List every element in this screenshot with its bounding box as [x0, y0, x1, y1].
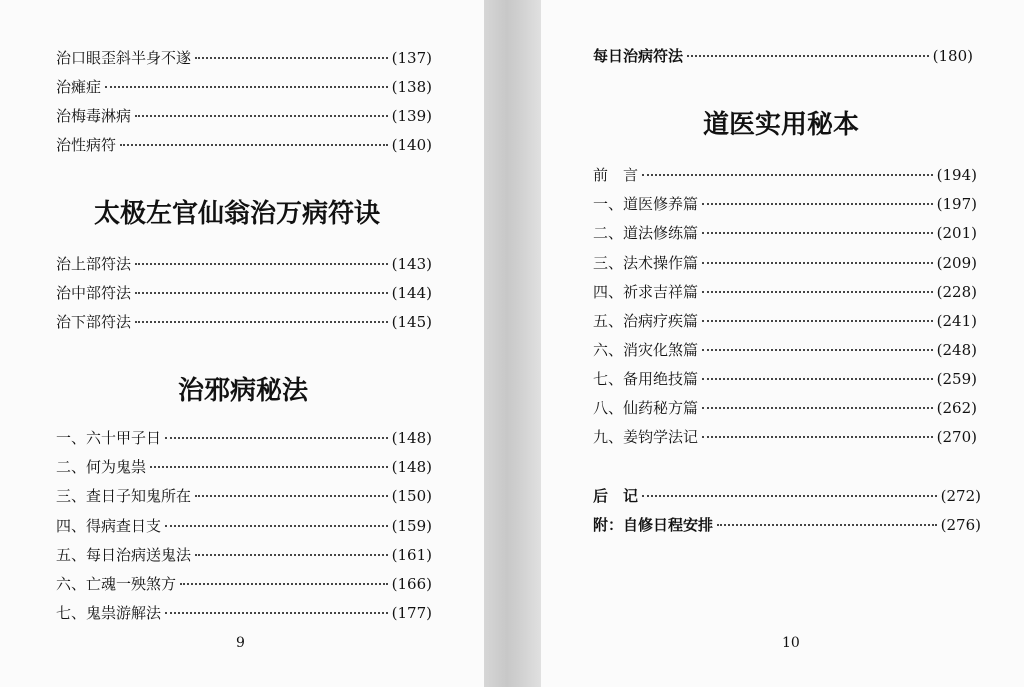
- toc-entry: 二、道法修练篇 (201): [593, 224, 977, 242]
- toc-entry: 治瘫症 (138): [56, 78, 432, 96]
- toc-entry: 九、姜钧学法记 (270): [593, 428, 977, 446]
- section-heading: 太极左官仙翁治万病符诀: [94, 199, 381, 229]
- toc-entry: 一、道医修养篇 (197): [593, 195, 977, 213]
- section-heading: 道医实用秘本: [703, 110, 860, 140]
- section-heading: 治邪病秘法: [178, 376, 309, 406]
- toc-entry: 附：自修日程安排 (276): [593, 516, 981, 534]
- toc-entry: 三、法术操作篇 (209): [593, 254, 977, 272]
- toc-entry: 治下部符法 (145): [56, 313, 432, 331]
- toc-entry: 五、治病疗疾篇 (241): [593, 312, 977, 330]
- toc-entry: 六、消灾化煞篇 (248): [593, 341, 977, 359]
- toc-entry: 三、查日子知鬼所在 (150): [56, 487, 432, 505]
- toc-entry: 五、每日治病送鬼法 (161): [56, 546, 432, 564]
- right-page: [541, 0, 1024, 687]
- toc-entry: 后 记 (272): [593, 487, 981, 505]
- toc-entry: 前 言 (194): [593, 166, 977, 184]
- toc-entry: 每日治病符法 (180): [593, 47, 973, 65]
- toc-entry: 七、鬼祟游解法 (177): [56, 604, 432, 622]
- toc-entry: 治口眼歪斜半身不遂 (137): [56, 49, 432, 67]
- toc-entry: 二、何为鬼祟 (148): [56, 458, 432, 476]
- toc-entry: 治性病符 (140): [56, 136, 432, 154]
- toc-entry: 治中部符法 (144): [56, 284, 432, 302]
- page-number: 10: [782, 635, 800, 651]
- toc-entry: 治上部符法 (143): [56, 255, 432, 273]
- left-page: [0, 0, 484, 687]
- toc-entry: 四、祈求吉祥篇 (228): [593, 283, 977, 301]
- page-number: 9: [236, 635, 245, 651]
- toc-entry: 一、六十甲子日 (148): [56, 429, 432, 447]
- toc-entry: 四、得病查日支 (159): [56, 517, 432, 535]
- toc-entry: 七、备用绝技篇 (259): [593, 370, 977, 388]
- toc-entry: 八、仙药秘方篇 (262): [593, 399, 977, 417]
- toc-entry: 六、亡魂一殃煞方 (166): [56, 575, 432, 593]
- book-gutter: [484, 0, 541, 687]
- toc-entry: 治梅毒淋病 (139): [56, 107, 432, 125]
